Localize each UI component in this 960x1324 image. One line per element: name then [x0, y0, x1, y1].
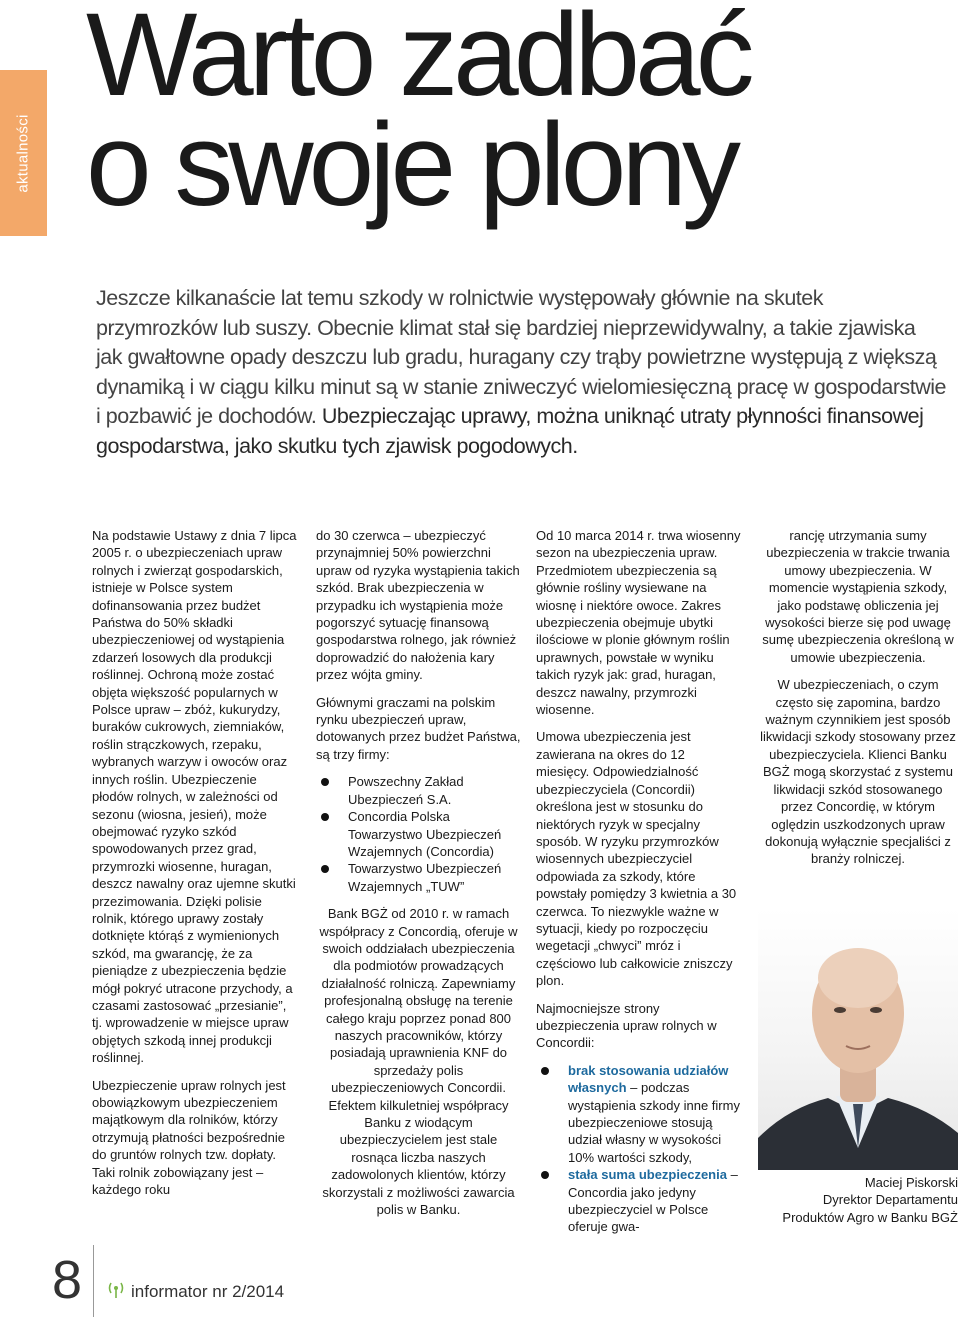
col3-paragraph-3: Najmocniejsze strony ubezpieczenia upraw rolnych w Concordii:	[536, 1000, 717, 1051]
section-tab	[0, 70, 47, 236]
col1-paragraph	[92, 527, 297, 1067]
col2-paragraph-1: do 30 czerwca – ubezpieczyć przynajmniej 50% powierzchni upraw od ryzyka wystąpienia takich szkód. Brak ubezpieczenia w przypadku ich wystąpienia może pogorszyć sytuację finansową gospodarstwa rolnego, jak również doprowadzić do nałożenia kary przez wójta gminy.	[316, 528, 520, 683]
list-item	[536, 1166, 741, 1236]
list-item: Powszechny Zakład Ubezpieczeń S.A.	[316, 773, 521, 808]
caption-role-2: Produktów Agro w Banku BGŻ	[782, 1209, 958, 1225]
column-2	[316, 527, 521, 1228]
lead-part-1: Jeszcze kilkanaście lat temu szkody w rolnictwie występowały głównie na skutek przymrozków lub suszy. Obecnie klimat stał się bardziej nieprzewidywalny, a takie zjawiska jak gwałtowne opady deszczu lub gradu, huragany czy trąby powietrzne występują z większą dynamiką i w ciągu kilku minut są w stanie zniweczyć wielomiesięczną pracę w gospodarstwie i pozbawić je dochodów.	[96, 286, 947, 428]
page-title	[86, 0, 956, 231]
section-tab-label: aktualności	[15, 113, 33, 193]
col3-paragraph-1: Od 10 marca 2014 r. trwa wiosenny sezon na ubezpieczenia upraw. Przedmiotem ubezpieczenia są głównie rośliny wysiewane na wiosnę i niektóre owoce. Zakres ubezpieczenia obejmuje ubytki ilościowe w plonie głównym roślin uprawnych, powstałe w wyniku takich ryzyk jak: grad, huragan, deszcz nawalny, przymrozki wiosenne.	[536, 528, 741, 718]
strengths-list	[536, 1062, 741, 1236]
title-line-1: Warto zadbać	[86, 0, 750, 121]
footer-divider	[93, 1245, 94, 1317]
list-item: Concordia Polska Towarzystwo Ubezpieczeń Wzajemnych (Concordia)	[316, 808, 521, 860]
col4-paragraph-2: W ubezpieczeniach, o czym często się zapomina, bardzo ważnym czynnikiem jest sposób likwidacji szkody stosowany przez ubezpieczyciela. Klienci Banku BGŻ mogą skorzystać z systemu likwidacji szkód stosowanego przez Concordię, w którym oględzin uszkodzonych upraw dokonują wyłącznie specjaliści z branży rolniczej.	[760, 677, 956, 867]
photo-caption	[740, 1174, 958, 1226]
portrait-illustration	[758, 908, 958, 1170]
column-1	[92, 527, 297, 1208]
page-number: 8	[52, 1250, 83, 1310]
col2-paragraph-3: Bank BGŻ od 2010 r. w ramach współpracy z Concordią, oferuje w swoich oddziałach ubezpieczenia dla podmiotów prowadzących działalność rolniczą. Zapewniamy profesjonalną obsługę na terenie całego kraju poprzez ponad 800 naszych pracowników, którzy posiadają uprawnienia KNF do sprzedaży polis ubezpieczeniowych Concordii. Efektem kilkuletniej współpracy Banku z wiodącym ubezpieczycielem jest stale rosnąca liczba naszych zadowolonych klientów, którzy skorzystali z możliwości zawarcia polis w Banku.	[319, 906, 518, 1218]
strength-2-text: – Concordia jako jedyny ubezpieczyciel w Polsce oferuje gwa-	[568, 1167, 738, 1235]
strength-1-title: brak stosowania udziałów własnych	[568, 1062, 729, 1096]
column-4	[758, 527, 958, 878]
strength-1-text: – podczas wystąpienia szkody inne firmy ubezpieczeniowe stosują udział własny w wysokości 10% wartości szkody,	[568, 1080, 740, 1165]
publication-name: informator nr 2/2014	[131, 1282, 285, 1301]
caption-name: Maciej Piskorski	[864, 1175, 958, 1190]
column-3	[536, 527, 741, 1246]
signal-icon	[106, 1280, 126, 1300]
lead-paragraph	[96, 284, 946, 461]
col4-paragraph-1: rancję utrzymania sumy ubezpieczenia w trakcie trwania umowy ubezpieczenia. W momencie wystąpienia szkody, jako podstawę obliczenia jej wysokości bierze się pod uwagę sumę ubezpieczenia określoną w umowie ubezpieczenia.	[762, 528, 954, 665]
title-line-2: o swoje plony	[86, 99, 736, 231]
col3-paragraph-2: Umowa ubezpieczenia jest zawierana na okres do 12 miesięcy. Odpowiedzialność ubezpieczyciela (Concordii) określona jest w stosunku do niektórych ryzyk w specjalny sposób. W ryzyku przymrozków wiosennych ubezpieczyciel odpowiada za szkody, które powstały pomiędzy 3 kwietnia a 30 czerwca. To niezwykle ważne w sytuacji, kiedy po rozpoczęciu wegetacji „chwyci” mróz i częściowo lub całkowicie zniszczy plon.	[536, 729, 737, 989]
col2-paragraph-2: Głównymi graczami na polskim rynku ubezpieczeń upraw, dotowanych przez budżet Państwa, są trzy firmy:	[316, 694, 521, 762]
portrait-photo	[758, 908, 958, 1170]
col1-text-c: Ubezpieczenie płodów rolnych, w zależności od sezonu (wiosna, jesień), może obejmować ryzyko szkód spowodowanych przez grad, przymrozki wiosenne, huragan, deszcz nawalny oraz ujemne skutki przezimowania.	[92, 771, 296, 909]
caption-role-1: Dyrektor Departamentu	[822, 1192, 958, 1208]
col1-paragraph-2: Ubezpieczenie upraw rolnych jest obowiązkowym ubezpieczeniem majątkowym dla rolników, którzy otrzymują płatności bezpośrednie do gruntów rolnych tzw. dopłaty. Taki rolnik zobowiązany jest – każdego roku	[92, 1077, 286, 1198]
col1-text-d: Dzięki polisie rolnik, którego uprawy zostały dotknięte którąś z wymienionych szkód, ma gwarancję, że za pieniądze z ubezpieczenia będzie mógł pokryć utracone przychody, a czasami zastosować „przesianie”, tj. wprowadzenie w miejsce upraw objętych szkodą innej produkcji roślinnej.	[92, 893, 293, 1066]
insurer-list	[316, 773, 521, 895]
lead-part-2: Ubezpieczając uprawy, można uniknąć utraty płynności finansowej gospodarstwa, jako skutku tych zjawisk pogodowych.	[96, 404, 924, 458]
col1-text-a: Na podstawie Ustawy z dnia 7 lipca 2005 r. o ubezpieczeniach upraw rolnych i zwierząt gospodarskich, istnieje w Polsce system dofinansowania przez budżet Państwa do 50% składki ubezpieczeniowej od wystąpienia zdarzeń losowych dla produkcji roślinnej.	[92, 528, 297, 683]
col1-text-b: Ochroną może zostać objęta większość popularnych w Polsce upraw – zbóż, kukurydzy, buraków cukrowych, ziemniaków, roślin strączkowych, rzepaku, wybranych warzyw i owoców oraz innych roślin.	[92, 667, 288, 787]
strength-2-title: stała suma ubezpieczenia	[568, 1167, 727, 1183]
list-item	[536, 1062, 741, 1166]
list-item: Towarzystwo Ubezpieczeń Wzajemnych „TUW”	[316, 860, 521, 895]
